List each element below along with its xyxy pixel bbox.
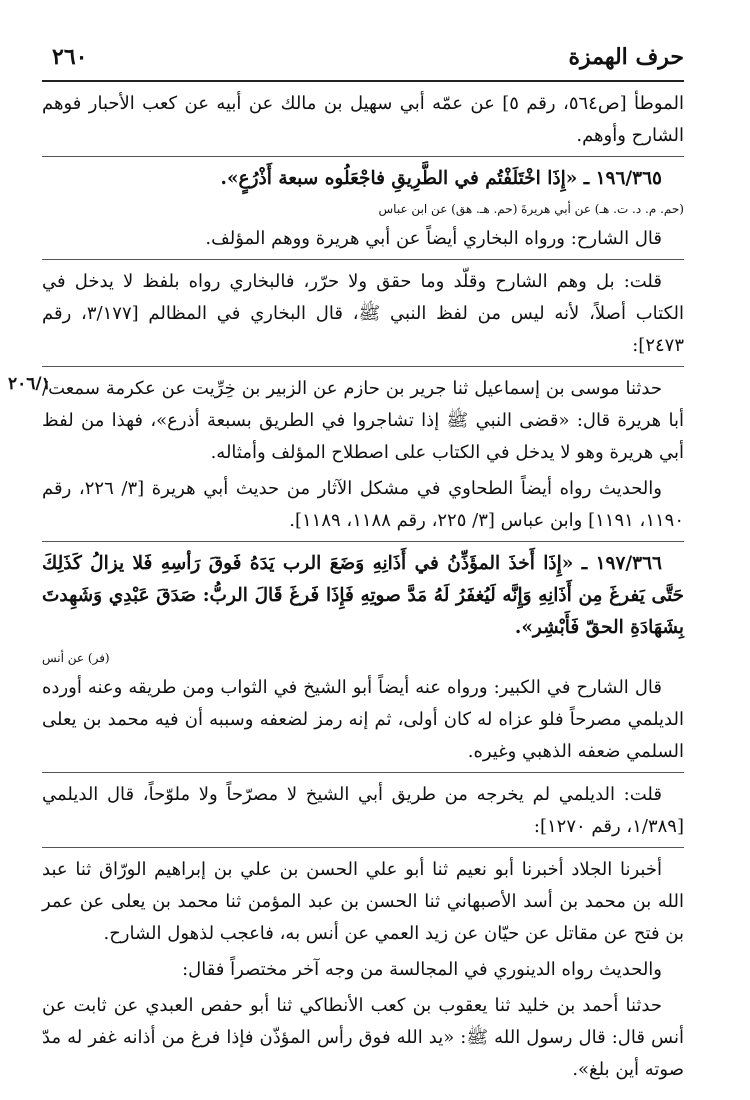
- hadith-source: (فر) عن أنس: [42, 651, 110, 665]
- section-separator: [42, 772, 684, 773]
- margin-reference: ٢٠٦/١: [8, 374, 51, 394]
- page-number: ٢٦٠: [52, 44, 88, 70]
- paragraph: قال الشارح في الكبير: ورواه عنه أيضاً أبو الشيخ في الثواب ومن طريقه وعنه أورده الديلمي مصرحاً فلو عزاه له كان أولى، ثم إنه رمز لضعفه وسببه أن فيه محمد بن يعلى السلمي ضعفه الذهبي وغيره.: [42, 677, 684, 762]
- section-separator: [42, 847, 684, 848]
- section-separator: [42, 366, 684, 367]
- paragraph: والحديث رواه أيضاً الطحاوي في مشكل الآثار من حديث أبي هريرة [٣/ ٢٢٦، رقم ١١٩٠، ١١٩١] وابن عباس [٣/ ٢٢٥، رقم ١١٨٨، ١١٨٩].: [42, 478, 684, 531]
- paragraph: أخبرنا الجلاد أخبرنا أبو نعيم ثنا أبو علي الحسن بن علي بن إبراهيم الورّاق ثنا عبد الله بن محمد بن أسد الأصبهاني ثنا الحسن بن عبد المؤمن ثنا محمد بن يعلى عن عمر بن فتح عن مقاتل عن حيّان عن زيد العمي عن أنس به، فاعجب لذهول الشارح.: [42, 859, 684, 944]
- paragraph: قلت: بل وهم الشارح وقلّد وما حقق ولا حرّر، فالبخاري رواه بلفظ لا يدخل في الكتاب أصلاً، لأنه ليس من لفظ النبي ﷺ، قال البخاري في المظالم [٣/١٧٧، رقم ٢٤٧٣]:: [42, 271, 685, 356]
- section-separator: [42, 541, 684, 542]
- hadith-text: ١٩٦/٣٦٥ ـ «إِذَا اخْتَلَفْتُم في الطَّرِيقِ فاجْعَلُوه سبعة أَذْرُعٍ».: [220, 168, 662, 189]
- chapter-title: حرف الهمزة: [568, 44, 684, 70]
- hadith-source: (حم. م. د. ت. هـ) عن أبي هريرةَ (حم. هـ. هق) عن ابن عباس: [378, 202, 684, 216]
- paragraph: حدثنا موسى بن إسماعيل ثنا جرير بن حازم عن الزبير بن خِرِّيت عن عكرمة سمعت/ أبا هريرة قال: «قضى النبي ﷺ إذا تشاجروا في الطريق بسبعة أذرع»، فهذا من لفظ أبي هريرة وهو لا يدخل في الكتاب على اصطلاح المؤلف وأمثاله.: [42, 378, 684, 463]
- paragraph: والحديث رواه الدينوري في المجالسة من وجه آخر مختصراً فقال:: [182, 959, 662, 980]
- hadith-text: ١٩٧/٣٦٦ ـ «إِذَا أَخذَ المؤَذِّنُ في أَذَانِهِ وَضَعَ الرب يَدَهُ فَوقَ رَأسِهِ فَلا يزالُ كَذَلِكَ حَتَّى يَفرغَ مِن أَذَانِهِ وَإِنَّه لَيُغفَرُ لَهُ مَدَّ صوتِهِ فَإِذَا فَرغَ قَالَ الربُّ: صَدَقَ عَبْدِي وَشَهِدتَ بِشَهَادَةِ الحقّ فَأَبْشِر».: [42, 553, 684, 638]
- page-header: [42, 40, 684, 80]
- page-body: [42, 88, 684, 1090]
- paragraph: الموطأ [ص٥٦٤، رقم ٥] عن عمّه أبي سهيل بن مالك عن أبيه عن كعب الأحبار فوهم الشارح وأوهم.: [42, 93, 685, 146]
- section-separator: [42, 156, 684, 157]
- paragraph: حدثنا أحمد بن خليد ثنا يعقوب بن كعب الأنطاكي ثنا أبو حفص العبدي عن ثابت عن أنس قال: قال رسول الله ﷺ: «يد الله فوق رأس المؤذّن فإذا فرغ من أذانه غفر له مدّ صوته أين بلغ».: [42, 995, 684, 1080]
- header-rule: [42, 80, 684, 82]
- paragraph: قلت: الديلمي لم يخرجه من طريق أبي الشيخ لا مصرّحاً ولا ملوّحاً، قال الديلمي [١/٣٨٩، رقم ١٢٧٠]:: [42, 784, 684, 837]
- paragraph: قال الشارح: ورواه البخاري أيضاً عن أبي هريرة ووهم المؤلف.: [205, 228, 662, 249]
- section-separator: [42, 259, 684, 260]
